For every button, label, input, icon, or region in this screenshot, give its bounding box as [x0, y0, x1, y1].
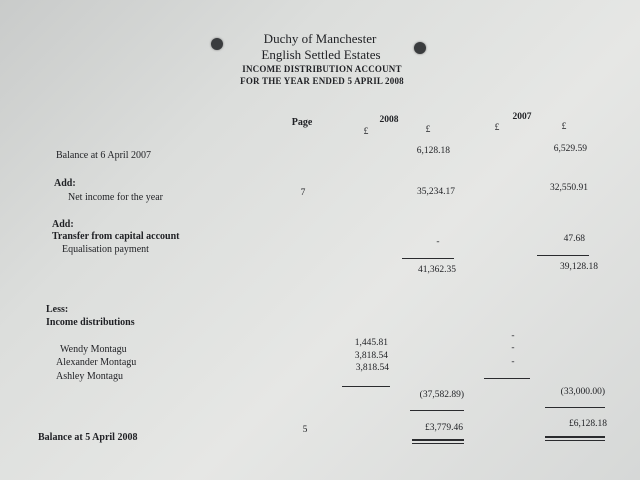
net-income-2008: 35,234.17: [417, 187, 455, 197]
org-name: Duchy of Manchester: [263, 31, 377, 46]
recipient-amount: 1,445.81: [354, 338, 388, 348]
opening-balance-label: Balance at 6 April 2007: [56, 150, 151, 161]
closing-rule-2007: [545, 407, 605, 408]
closing-double-rule-2007: [545, 436, 605, 438]
currency-2007-b: £: [561, 122, 567, 132]
recipient-amount: 3,818.54: [355, 363, 389, 373]
recipient-amount: 3,818.54: [354, 351, 388, 361]
transfer-label: Transfer from capital account: [52, 231, 180, 242]
recipient-name: Alexander Montagu: [56, 357, 137, 368]
net-income-page: 7: [300, 188, 306, 198]
punch-hole: [211, 38, 223, 50]
recipient-2007-dash: -: [511, 331, 515, 341]
opening-balance-2007: 6,529.59: [553, 144, 587, 154]
closing-balance-page: 5: [302, 425, 308, 435]
subtotal-rule-2007: [537, 255, 589, 256]
closing-rule-2008: [410, 410, 464, 411]
closing-balance-2008: £3,779.46: [425, 423, 463, 433]
col-header-2007: 2007: [512, 112, 532, 122]
col-header-2008: 2008: [379, 115, 399, 125]
currency-2008-a: £: [363, 127, 369, 137]
closing-double-rule-2008: [412, 439, 464, 441]
net-income-label: Net income for the year: [68, 192, 163, 203]
subtotal-2007: 39,128.18: [560, 262, 598, 272]
opening-balance-2008: 6,128.18: [416, 146, 450, 156]
distribution-rule-2007: [484, 378, 530, 379]
recipient-name: Ashley Montagu: [56, 371, 123, 382]
distributions-total-2007: (33,000.00): [560, 387, 605, 397]
subtotal-2008: 41,362.35: [418, 265, 456, 275]
col-header-page: Page: [291, 117, 313, 128]
closing-balance-2007: £6,128.18: [569, 419, 607, 429]
distributions-total-2008: (37,582.89): [419, 390, 464, 400]
less-heading: Less:: [46, 304, 69, 315]
statement-period: FOR THE YEAR ENDED 5 APRIL 2008: [240, 76, 404, 86]
statement-title: INCOME DISTRIBUTION ACCOUNT: [242, 64, 402, 74]
distribution-rule-2008: [342, 386, 390, 387]
closing-balance-label: Balance at 5 April 2008: [38, 432, 138, 443]
equalisation-label: Equalisation payment: [62, 244, 149, 255]
recipient-2007-dash: -: [511, 357, 515, 367]
subtotal-rule-2008: [402, 258, 454, 259]
closing-double-rule-2007: [545, 440, 605, 441]
punch-hole: [414, 42, 426, 54]
add-heading-2: Add:: [52, 219, 74, 230]
income-distributions-label: Income distributions: [46, 317, 135, 328]
currency-2008-b: £: [425, 125, 431, 135]
net-income-2007: 32,550.91: [550, 183, 588, 193]
add-heading-1: Add:: [54, 178, 76, 189]
currency-2007-a: £: [494, 123, 500, 133]
closing-double-rule-2008: [412, 443, 464, 444]
recipient-2007-dash: -: [511, 343, 515, 353]
estate-name: English Settled Estates: [261, 47, 381, 62]
equalisation-2007: 47.68: [563, 234, 585, 244]
recipient-name: Wendy Montagu: [60, 344, 127, 355]
equalisation-2008: -: [436, 237, 440, 247]
